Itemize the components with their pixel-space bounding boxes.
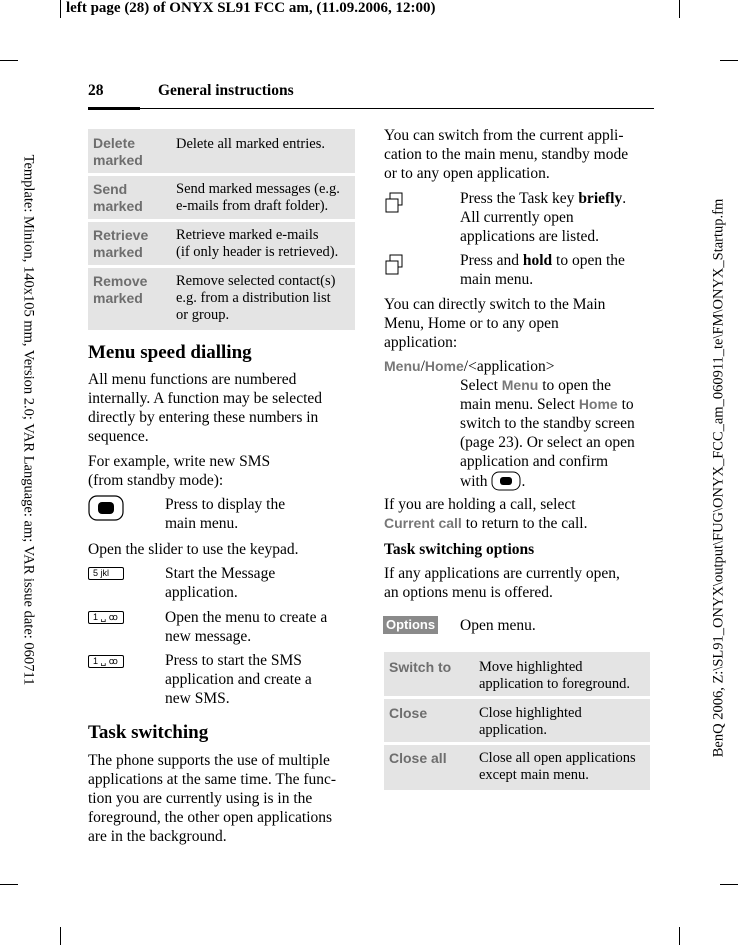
step-1b-text: Press to start the SMS application and create a new SMS. (165, 652, 312, 707)
home-label: Home (424, 358, 464, 374)
switch-intro-para: You can switch from the current appli- cation to the main menu, standby mode or to any open application. (384, 127, 629, 182)
table-row (88, 222, 355, 265)
table-key: Close all (389, 750, 447, 766)
menu-home-app-line: Menu/Home/<application> (384, 358, 555, 375)
menu-speed-para2: For example, write new SMS (from standby mode): (88, 453, 271, 489)
select-menu-text: Select Menu to open the main menu. Select Home to switch to the standby screen (page 23). Or select an open application and confirm with . (460, 376, 660, 496)
table-row (88, 268, 355, 330)
menu-label: Menu (384, 358, 421, 374)
crop-mark (720, 60, 738, 61)
options-para: If any applications are currently open, an options menu is offered. (384, 565, 620, 601)
open-menu-text: Open menu. (460, 617, 536, 634)
table-key: Close (389, 705, 428, 721)
step-1a-text: Open the menu to create a new message. (165, 609, 328, 645)
center-key-icon (88, 495, 124, 521)
table-row (88, 176, 355, 219)
step-5-text: Start the Message application. (165, 565, 276, 601)
table-value: Close highlighted application. (479, 705, 582, 738)
crop-mark (0, 60, 18, 61)
options-table-tasks (384, 652, 650, 790)
table-value: Remove selected contact(s) e.g. from a distribution list or group. (176, 273, 336, 323)
table-value: Retrieve marked e-mails (if only header is retrieved). (176, 227, 339, 260)
current-call-label: Current call (384, 515, 462, 531)
crop-mark (679, 927, 680, 945)
table-key: Retrieve marked (93, 227, 149, 260)
crop-mark (0, 884, 18, 885)
current-call-text: If you are holding a call, select Current call to return to the call. (384, 496, 588, 532)
header-rule (88, 108, 654, 109)
crop-mark (60, 0, 61, 18)
heading-task-switching: Task switching (88, 722, 209, 743)
key-1-icon: 1 ␣ ꝏ (88, 611, 124, 624)
options-softkey: Options (383, 616, 438, 634)
page-number: 28 (88, 82, 104, 99)
table-key: Delete marked (93, 135, 143, 168)
options-table-marked (88, 129, 355, 330)
crop-mark (679, 0, 680, 18)
table-row (88, 129, 355, 173)
direct-switch-para: You can directly switch to the Main Menu, Home or to any open application: (384, 296, 606, 351)
task-key-icon (384, 192, 404, 214)
table-row (384, 699, 650, 742)
side-file-path: BenQ 2006, Z:\SL91_ONYX\output\FUG\ONYX_FCC_am_060911_te\FM\ONYX_Startup.fm (710, 198, 727, 758)
center-key-icon (491, 471, 521, 496)
table-value: Move highlighted application to foreground. (479, 659, 630, 692)
page-header (88, 82, 294, 100)
key-1-icon: 1 ␣ ꝏ (88, 655, 124, 668)
table-row (384, 745, 650, 790)
table-key: Send marked (93, 181, 143, 214)
task-key-brief-text: Press the Task key briefly. All currently open applications are listed. (460, 190, 627, 245)
step-center-text: Press to display the main menu. (165, 496, 286, 532)
task-key-icon (384, 254, 404, 276)
print-header: left page (28) of ONYX SL91 FCC am, (11.09.2006, 12:00) (66, 0, 436, 16)
open-slider-text: Open the slider to use the keypad. (88, 541, 299, 558)
task-switching-para: The phone supports the use of multiple applications at the same time. The func- tion you are currently using is in the foreground, the other open applications are in the background. (88, 752, 337, 845)
table-key: Remove marked (93, 273, 148, 306)
table-value: Delete all marked entries. (176, 136, 325, 152)
task-key-hold-text: Press and hold to open the main menu. (460, 252, 625, 288)
crop-mark (60, 927, 61, 945)
table-value: Send marked messages (e.g. e-mails from draft folder). (176, 181, 340, 214)
table-value: Close all open applications except main menu. (479, 750, 636, 783)
menu-speed-para1: All menu functions are numbered internally. A function may be selected directly by entering these numbers in sequence. (88, 371, 323, 445)
table-row (384, 652, 650, 696)
crop-mark (720, 884, 738, 885)
key-5-icon: 5 jkl (88, 567, 124, 580)
page-title: General instructions (158, 82, 294, 99)
heading-task-switching-options: Task switching options (384, 541, 535, 558)
heading-menu-speed-dialling: Menu speed dialling (88, 342, 252, 363)
table-key: Switch to (389, 659, 452, 675)
side-template-info: Template: Minion, 140x105 mm, Version 2.0; VAR Language: am; VAR issue date: 060711 (20, 154, 37, 686)
